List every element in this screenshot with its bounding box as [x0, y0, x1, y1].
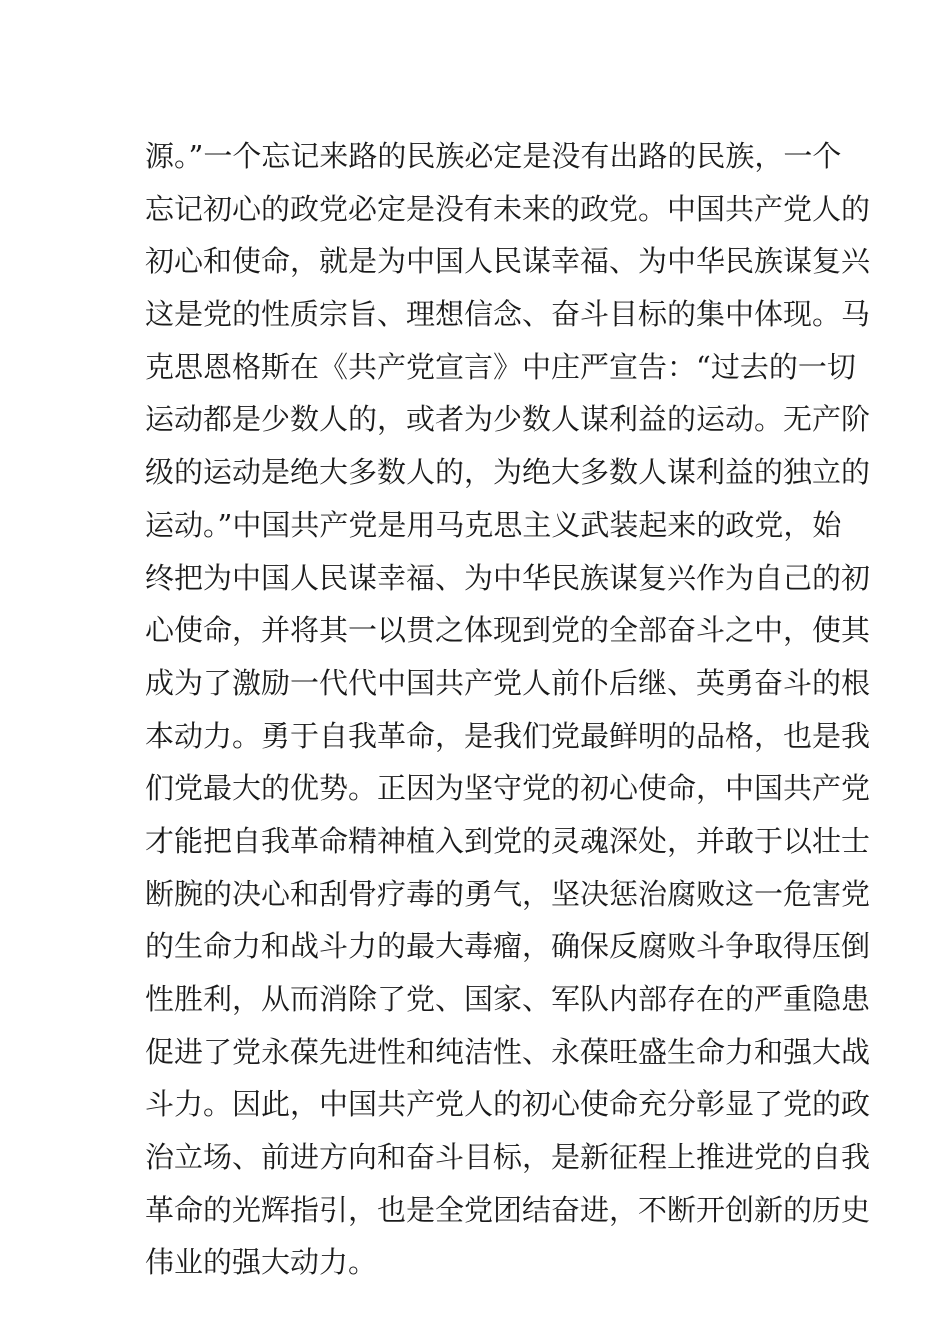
- text-line: 的生命力和战斗力的最大毒瘤，确保反腐败斗争取得压倒: [145, 929, 871, 964]
- text-line: 成为了激励一代代中国共产党人前仆后继、英勇奋斗的根: [145, 665, 871, 700]
- text-line: 忘记初心的政党必定是没有未来的政党。中国共产党人的: [145, 191, 871, 226]
- text-line: 革命的光辉指引，也是全党团结奋进，不断开创新的历史: [145, 1192, 871, 1227]
- text-line: 才能把自我革命精神植入到党的灵魂深处，并敢于以壮士: [145, 823, 871, 858]
- text-line: 本动力。勇于自我革命，是我们党最鲜明的品格，也是我: [145, 718, 871, 753]
- text-line: 这是党的性质宗旨、理想信念、奋斗目标的集中体现。马: [145, 297, 871, 332]
- text-line: 运动。”中国共产党是用马克思主义武装起来的政党，始: [145, 507, 842, 542]
- text-line: 们党最大的优势。正因为坚守党的初心使命，中国共产党: [145, 771, 871, 806]
- text-line: 治立场、前进方向和奋斗目标，是新征程上推进党的自我: [145, 1140, 871, 1175]
- text-line: 运动都是少数人的，或者为少数人谋利益的运动。无产阶: [145, 402, 871, 437]
- text-line: 终把为中国人民谋幸福、为中华民族谋复兴作为自己的初: [145, 560, 871, 595]
- text-line: 级的运动是绝大多数人的，为绝大多数人谋利益的独立的: [145, 455, 871, 490]
- text-line: 心使命，并将其一以贯之体现到党的全部奋斗之中，使其: [145, 613, 871, 648]
- text-line: 断腕的决心和刮骨疗毒的勇气，坚决惩治腐败这一危害党: [145, 876, 871, 911]
- text-line: 源。”一个忘记来路的民族必定是没有出路的民族，一个: [145, 139, 842, 173]
- text-line: 性胜利，从而消除了党、国家、军队内部存在的严重隐患: [145, 982, 871, 1016]
- text-line: 初心和使命，就是为中国人民谋幸福、为中华民族谋复兴: [145, 244, 871, 279]
- text-line: 斗力。因此，中国共产党人的初心使命充分彰显了党的政: [145, 1087, 871, 1122]
- text-line: 克思恩格斯在《共产党宣言》中庄严宣告：“过去的一切: [145, 349, 856, 384]
- text-line: 促进了党永葆先进性和纯洁性、永葆旺盛生命力和强大战: [145, 1034, 871, 1069]
- text-line-last: 伟业的强大动力。: [145, 1245, 378, 1280]
- body-paragraph: [145, 130, 871, 1289]
